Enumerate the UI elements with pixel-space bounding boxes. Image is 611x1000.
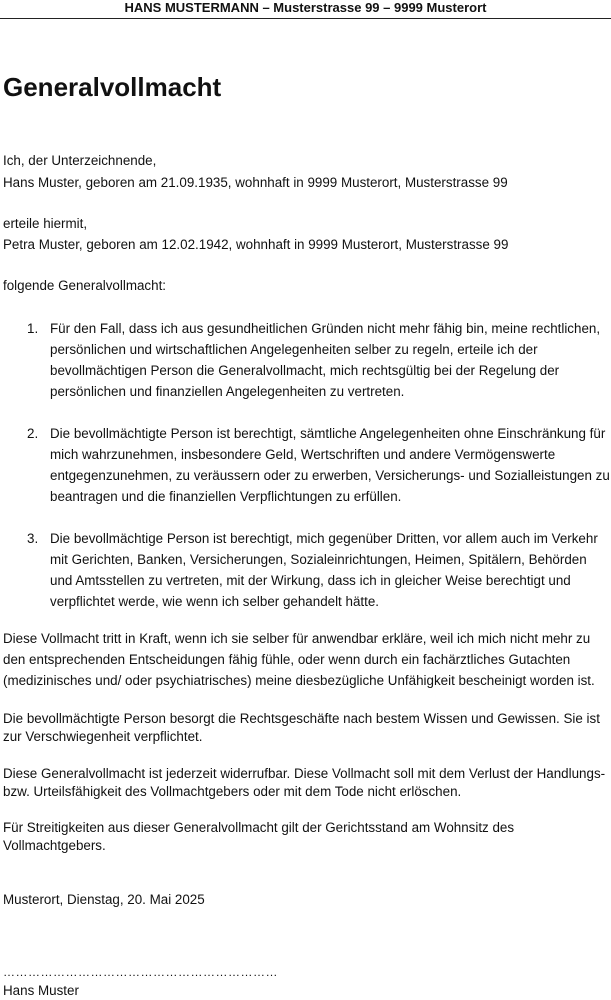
list-item-number: 2. [27,426,39,441]
document-header: HANS MUSTERMANN – Musterstrasse 99 – 9999 Musterort [0,0,611,19]
duties-paragraph: Die bevollmächtigte Person besorgt die Rechtsgeschäfte nach bestem Wissen und Gewissen. Sie ist zur Verschwiegenheit verpflichtet. [3,711,600,744]
revocation-paragraph: Diese Generalvollmacht ist jederzeit widerrufbar. Diese Vollmacht soll mit dem Verlust der Handlungs- bzw. Urteilsfähigkeit des Vollmachtgebers oder mit dem Tode nicht erlöschen. [3,766,606,799]
intro-line-following: folgende Generalvollmacht: [3,278,167,293]
list-item [3,423,611,507]
list-item-number: 3. [27,531,39,546]
jurisdiction-paragraph: Für Streitigkeiten aus dieser Generalvollmacht gilt der Gerichtsstand am Wohnsitz des Vollmachtgebers. [3,820,515,853]
intro-line-grant: erteile hiermit, [3,216,88,231]
list-item [3,528,611,612]
place-and-date: Musterort, Dienstag, 20. Mai 2025 [3,892,205,907]
list-item [3,318,611,402]
document-title: Generalvollmacht [3,72,222,102]
list-item-text: Die bevollmächtigte Person ist berechtigt, sämtliche Angelegenheiten ohne Einschränkung für mich wahrzunehmen, insbesondere Geld, Wertschriften und andere Vermögenswerte entgegenzunehmen, zu veräussern oder zu erwerben, Versicherungs- und Sozialleistungen zu beantragen und die finanziellen Verpflichtungen zu erfüllen. [50,426,610,504]
list-item-text: Die bevollmächtige Person ist berechtigt, mich gegenüber Dritten, vor allem auch im Verkehr mit Gerichten, Banken, Versicherungen, Sozialeinrichtungen, Heimen, Spitälern, Behörden und Amtsstellen zu vertreten, mit der Wirkung, dass ich in gleicher Weise berechtigt und verpflichtet werde, wie wenn ich selber gehandelt hätte. [50,531,598,609]
intro-line-1: Ich, der Unterzeichnende, [3,153,157,168]
list-item-text: Für den Fall, dass ich aus gesundheitlichen Gründen nicht mehr fähig bin, meine rechtlichen, persönlichen und wirtschaftlichen Angelegenheiten selber zu regeln, erteile ich der bevollmächtigen Person die Generalvollmacht, mich rechtsgültig bei der Regelung der persönlichen und finanziellen Angelegenheiten zu vertreten. [50,321,601,399]
list-item-number: 1. [27,321,39,336]
signature-line: ………………………………………………………… [3,965,278,979]
agent-details: Petra Muster, geboren am 12.02.1942, wohnhaft in 9999 Musterort, Musterstrasse 99 [3,237,509,252]
principal-details: Hans Muster, geboren am 21.09.1935, wohnhaft in 9999 Musterort, Musterstrasse 99 [3,175,508,190]
validity-paragraph: Diese Vollmacht tritt in Kraft, wenn ich sie selber für anwendbar erkläre, weil ich mich nicht mehr zu den entsprechenden Entscheidungen fähig fühle, oder wenn durch ein fachärztliches Gutachten (medizinisches und/ oder psychiatrisches) meine diesbezügliche Unfähigkeit bescheinigt worden ist. [3,631,595,688]
signatory-name: Hans Muster [3,983,79,998]
power-of-attorney-clauses [3,318,611,633]
